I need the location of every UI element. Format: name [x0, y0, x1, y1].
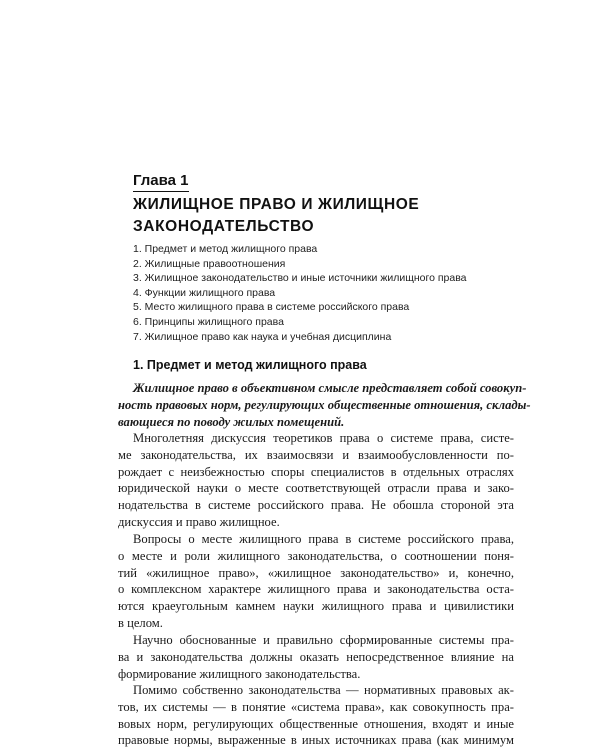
toc-item: 7. Жилищное право как наука и учебная дисциплина [133, 330, 392, 343]
text-line: рождает с неизбежностью споры специалистов в отдельных отраслях [118, 464, 514, 479]
text-line: вающиеся по поводу жилых помещений. [118, 414, 345, 429]
text-line: ность правовых норм, регулирующих общественные отношения, склады- [118, 397, 531, 412]
text-line: нодательства в системе российского права. Не обошла стороной эта [118, 498, 514, 513]
text-line: тий «жилищное право», «жилищное законодательство» и, конечно, [118, 565, 514, 580]
section-heading: 1. Предмет и метод жилищного права [133, 358, 367, 372]
definition-paragraph [118, 380, 531, 430]
text-line: ются краеугольным камнем науки жилищного права и цивилистики [118, 599, 514, 614]
text-line: дискуссия и право жилищное. [118, 514, 280, 529]
body-paragraph [118, 682, 514, 749]
text-line: в целом. [118, 615, 163, 630]
toc-item: 5. Место жилищного права в системе российского права [133, 301, 410, 314]
body-paragraph [118, 531, 514, 632]
text-line: формирование жилищного законодательства. [118, 666, 361, 681]
toc-item: 2. Жилищные правоотношения [133, 257, 286, 270]
chapter-title [133, 194, 513, 238]
text-line: тов, их системы — в понятие «система права», как совокупность пра- [118, 699, 514, 714]
text-line: о месте и роли жилищного законодательства, о соотношении поня- [118, 548, 514, 563]
text-line: Вопросы о месте жилищного права в системе российского права, [133, 532, 514, 546]
text-line: Многолетняя дискуссия теоретиков права о системе права, систе- [133, 431, 514, 445]
text-line: ва и законодательства должны оказать непосредственное влияние на [118, 649, 514, 664]
text-line: Научно обоснованные и правильно сформированные системы пра- [133, 633, 514, 647]
text-line: Помимо собственно законодательства — нормативных правовых ак- [133, 683, 514, 697]
text-line: вовых норм, регулирующих общественные отношения, входят и иные [118, 716, 514, 731]
toc-item: 4. Функции жилищного права [133, 286, 276, 299]
chapter-title-line: ЗАКОНОДАТЕЛЬСТВО [133, 218, 315, 235]
text-line: о комплексном характере жилищного права и законодательства оста- [118, 582, 514, 597]
chapter-label: Глава 1 [133, 172, 189, 192]
chapter-title-line: ЖИЛИЩНОЕ ПРАВО И ЖИЛИЩНОЕ [133, 196, 420, 213]
chapter-contents-list [133, 242, 533, 344]
text-line: юридической науки о месте соответствующей отрасли права и зако- [118, 481, 514, 496]
body-paragraph [118, 430, 514, 531]
text-line: ме законодательства, их взаимосвязи и взаимообусловленности по- [118, 447, 514, 462]
text-line: правовые нормы, выраженные в иных источниках права (как минимум [118, 733, 514, 748]
toc-item: 3. Жилищное законодательство и иные источники жилищного права [133, 272, 467, 285]
toc-item: 1. Предмет и метод жилищного права [133, 243, 318, 255]
text-line: Жилищное право в объективном смысле представляет собой совокуп- [133, 381, 527, 395]
body-paragraph [118, 632, 514, 682]
toc-item: 6. Принципы жилищного права [133, 315, 284, 328]
